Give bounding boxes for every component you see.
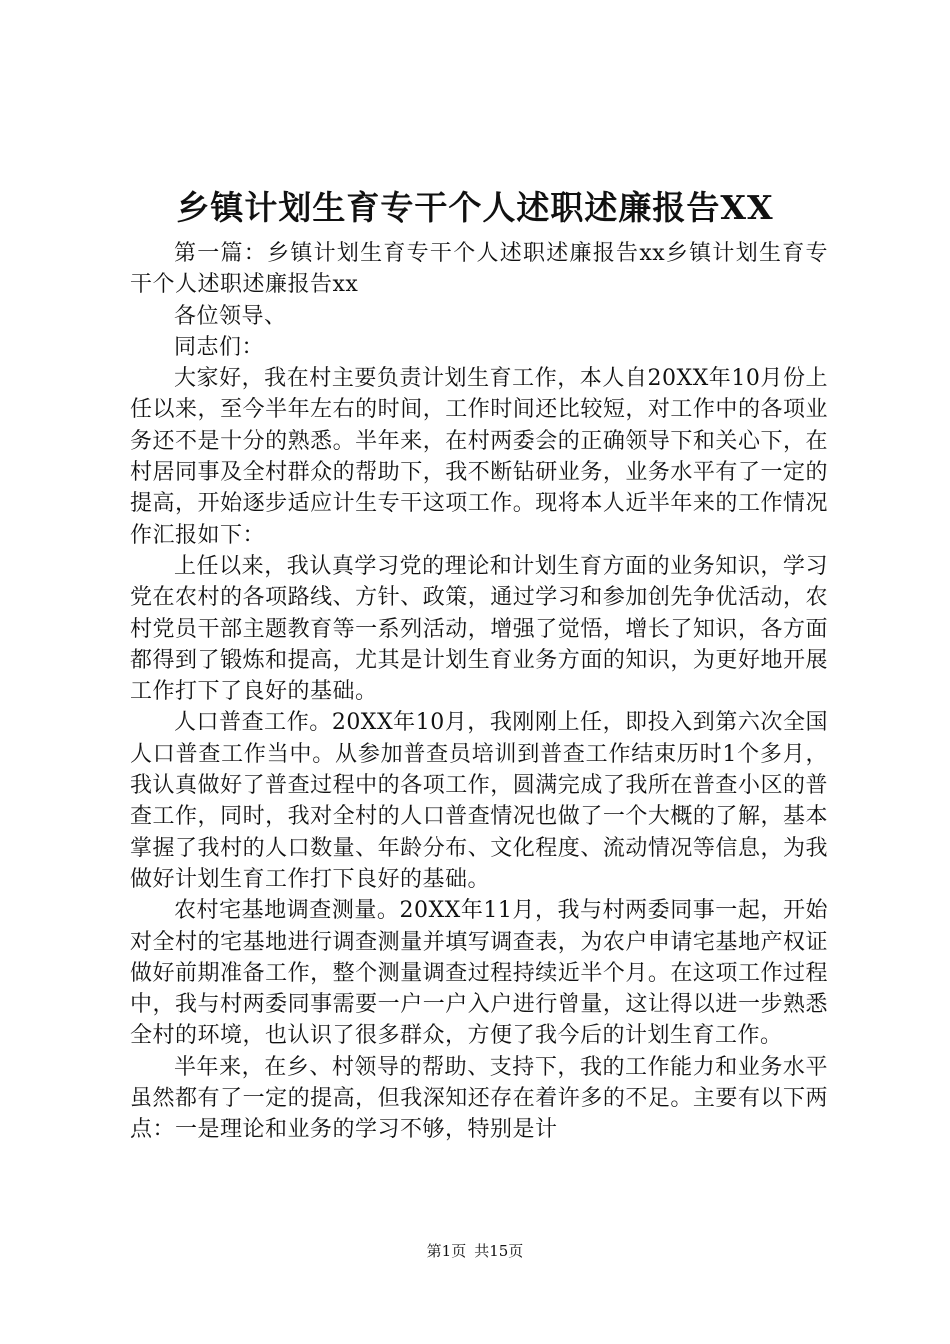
paragraph-shortcomings: 半年来，在乡、村领导的帮助、支持下，我的工作能力和业务水平虽然都有了一定的提高，但我深知还存在着许多的不足。主要有以下两点：一是理论和业务的学习不够，特别是计: [130, 1054, 828, 1143]
document-title: 乡镇计划生育专干个人述职述廉报告XX: [176, 188, 774, 227]
page-footer: [0, 1240, 950, 1262]
paragraph-intro: 第一篇：乡镇计划生育专干个人述职述廉报告xx乡镇计划生育专干个人述职述廉报告xx: [130, 241, 828, 298]
paragraph-census: 人口普查工作。20XX年10月，我刚刚上任，即投入到第六次全国人口普查工作当中。从参加普查员培训到普查工作结束历时1个多月，我认真做好了普查过程中的各项工作，圆满完成了我所在普查小区的普查工作，同时，我对全村的人口普查情况也做了一个大概的了解，基本掌握了我村的人口数量、年龄分布、文化程度、流动情况等信息，为我做好计划生育工作打下良好的基础。: [130, 710, 828, 892]
paragraph-salutation-leaders: 各位领导、: [174, 303, 287, 329]
page-total: 共15页: [474, 1242, 524, 1260]
document-body: [130, 238, 828, 1146]
paragraph-homestead: 农村宅基地调查测量。20XX年11月，我与村两委同事一起，开始对全村的宅基地进行调查测量并填写调查表，为农户申请宅基地产权证做好前期准备工作，整个测量调查过程持续近半个月。在这项工作过程中，我与村两委同事需要一户一户入户进行曾量，这让得以进一步熟悉全村的环境，也认识了很多群众，方便了我今后的计划生育工作。: [130, 898, 828, 1049]
paragraph-greeting: 大家好，我在村主要负责计划生育工作，本人自20XX年10月份上任以来，至今半年左右的时间，工作时间还比较短，对工作中的各项业务还不是十分的熟悉。半年来，在村两委会的正确领导下和关心下，在村居同事及全村群众的帮助下，我不断钻研业务，业务水平有了一定的提高，开始逐步适应计生专干这项工作。现将本人近半年来的工作情况作汇报如下：: [130, 366, 828, 548]
paragraph-salutation-comrades: 同志们：: [174, 334, 265, 360]
paragraph-study: 上任以来，我认真学习党的理论和计划生育方面的业务知识，学习党在农村的各项路线、方针、政策，通过学习和参加创先争优活动，农村党员干部主题教育等一系列活动，增强了觉悟，增长了知识，各方面都得到了锻炼和提高，尤其是计划生育业务方面的知识，为更好地开展工作打下了良好的基础。: [130, 553, 828, 705]
page-number: 第1页: [426, 1242, 467, 1260]
